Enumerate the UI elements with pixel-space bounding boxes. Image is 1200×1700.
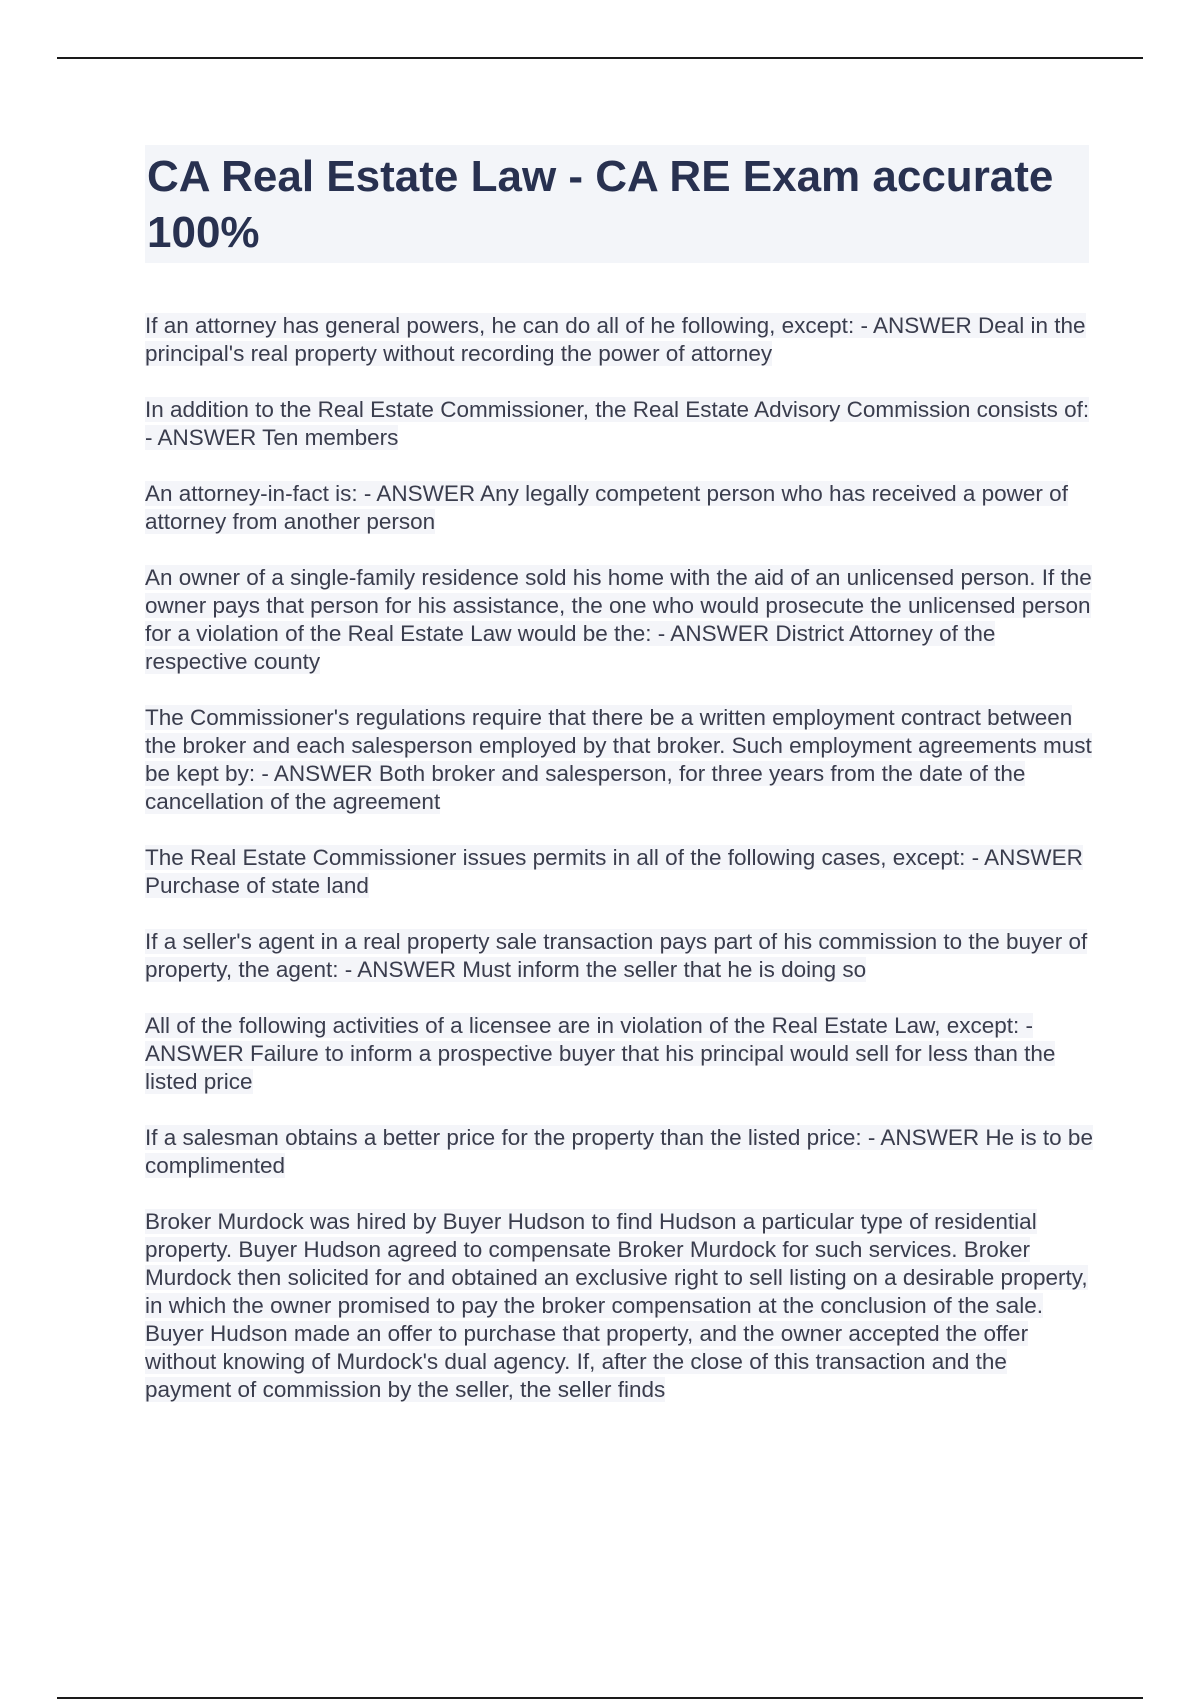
qa-item: An attorney-in-fact is: - ANSWER Any legally competent person who has received a power of attorney from another person: [145, 481, 1068, 534]
qa-item: All of the following activities of a licensee are in violation of the Real Estate Law, except: - ANSWER Failure to inform a prospective buyer that his principal would sell for less than the listed price: [145, 1013, 1056, 1094]
qa-item: If an attorney has general powers, he can do all of he following, except: - ANSWER Deal in the principal's real property without recording the power of attorney: [145, 313, 1086, 366]
page-title: CA Real Estate Law - CA RE Exam accurate 100%: [147, 152, 1054, 257]
qa-item: In addition to the Real Estate Commissioner, the Real Estate Advisory Commission consists of: - ANSWER Ten members: [145, 397, 1090, 450]
qa-item: If a salesman obtains a better price for the property than the listed price: - ANSWER He is to be complimented: [145, 1125, 1093, 1178]
bottom-rule: [57, 1697, 1143, 1699]
qa-list: [145, 312, 1095, 1432]
qa-item: The Real Estate Commissioner issues permits in all of the following cases, except: - ANSWER Purchase of state land: [145, 845, 1083, 898]
qa-item: The Commissioner's regulations require that there be a written employment contract between the broker and each salesperson employed by that broker. Such employment agreements must be kept by: - ANSWER Both broker and salesperson, for three years from the date of the cancellation of the agreement: [145, 705, 1092, 814]
top-rule: [57, 57, 1143, 59]
title-block: [145, 145, 1089, 263]
qa-item: Broker Murdock was hired by Buyer Hudson to find Hudson a particular type of residential property. Buyer Hudson agreed to compensate Broker Murdock for such services. Broker Murdock then solicited for and obtained an exclusive right to sell listing on a desirable property, in which the owner promised to pay the broker compensation at the conclusion of the sale. Buyer Hudson made an offer to purchase that property, and the owner accepted the offer without knowing of Murdock's dual agency. If, after the close of this transaction and the payment of commission by the seller, the seller finds: [145, 1209, 1088, 1402]
qa-item: An owner of a single-family residence sold his home with the aid of an unlicensed person. If the owner pays that person for his assistance, the one who would prosecute the unlicensed person for a violation of the Real Estate Law would be the: - ANSWER District Attorney of the respective county: [145, 565, 1092, 674]
qa-item: If a seller's agent in a real property sale transaction pays part of his commission to the buyer of property, the agent: - ANSWER Must inform the seller that he is doing so: [145, 929, 1088, 982]
